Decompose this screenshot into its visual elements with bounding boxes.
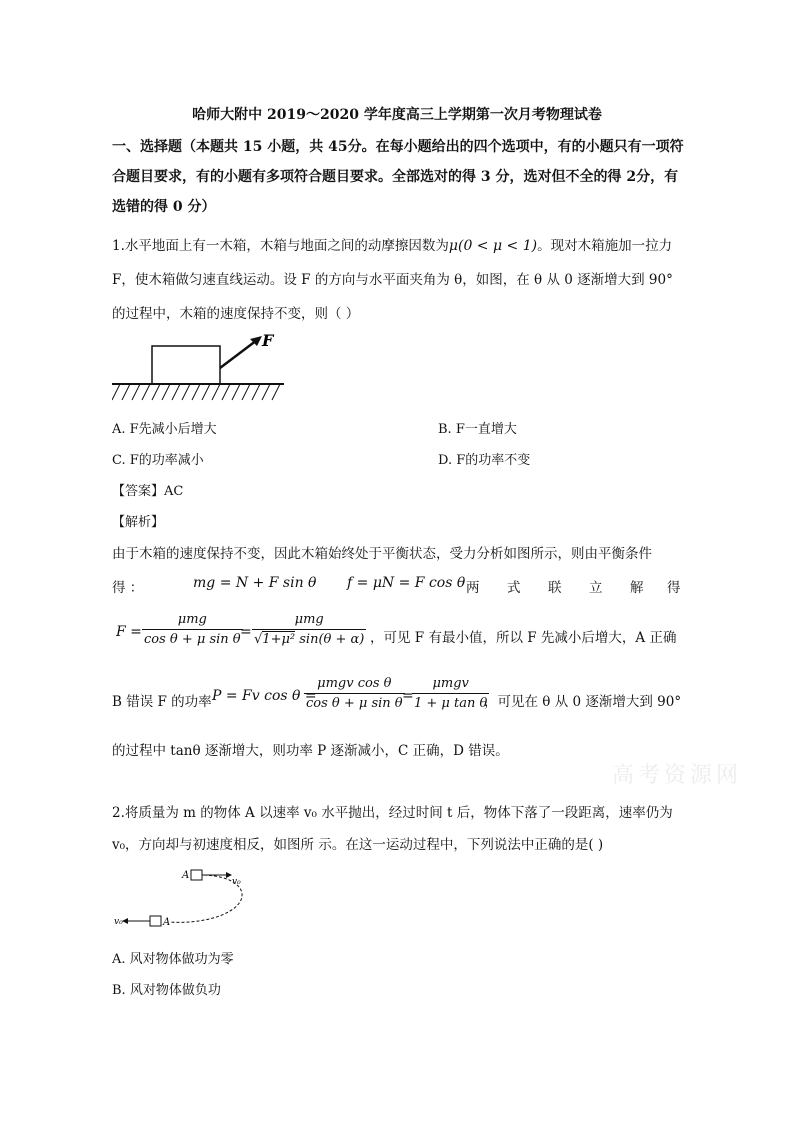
q1-analysis-de: 得 ： (112, 580, 144, 596)
q1-eq4-num2: μmgv (432, 676, 469, 691)
q1-analysis-line4-head: B 错误 F 的功率 (112, 694, 212, 710)
q1-eq4-equals: = (402, 688, 414, 704)
force-arrow (220, 340, 257, 368)
q1-line1-text: 1.水平地面上有一木箱，木箱与地面之间的动摩擦因数为 (112, 238, 449, 254)
q2-body-bottom (150, 916, 161, 926)
q1-eq1: mg = N + F sin θ (193, 575, 317, 591)
q1-option-c: C. F的功率减小 (112, 453, 204, 468)
q1-eq3-lhs: F = (116, 624, 142, 640)
section-header-line1: 一、选择题（本题共 15 小题，共 45分。在每小题给出的四个选项中，有的小题只有一项符 (112, 139, 684, 155)
q2-label-v0-top: v₀ (232, 877, 241, 887)
watermark: 高考资源网 (612, 763, 743, 788)
q1-eq3-num2: μmg (294, 612, 324, 627)
q2-body-top (191, 870, 202, 880)
q1-answer: 【答案】AC (112, 484, 184, 499)
section-header-line2: 合题目要求，有的小题有多项符合题目要求。全部选对的得 3 分，选对但不全的得 2分，有 (112, 169, 679, 185)
q1-eq3-frac2 (252, 612, 366, 647)
q1-tail-char-1: 两 (466, 580, 480, 596)
q1-analysis-line5: 的过程中 tanθ 逐渐增大，则功率 P 逐渐减小，C 正确，D 错误。 (112, 743, 509, 759)
q1-eq3-equals: = (240, 624, 252, 640)
q1-eq4-frac1 (304, 676, 405, 711)
q1-tail-char-4: 立 (589, 580, 603, 596)
q1-analysis-line4-tail: ，可见在 θ 从 0 逐渐增大到 90° (484, 694, 682, 710)
q1-option-b: B. F一直增大 (438, 422, 517, 437)
q2-label-v0-bottom: v₀ (114, 917, 123, 927)
q2-line1: 2.将质量为 m 的物体 A 以速率 v₀ 水平抛出，经过时间 t 后，物体下落了一段距离，速率仍为 (112, 805, 673, 821)
q1-tail-char-5: 解 (630, 580, 644, 596)
q2-option-b: B. 风对物体做负功 (112, 983, 221, 998)
q2-label-a-bottom: A (163, 917, 171, 928)
q1-eq3-den2: √1+μ² sin(θ + α) (252, 629, 366, 647)
q1-tail-char-2: 式 (507, 580, 521, 596)
q1-line3: 的过程中，木箱的速度保持不变，则（ ） (112, 306, 360, 322)
q1-mu-range: μ(0 < μ < 1) (448, 238, 538, 254)
q1-tail-char-3: 联 (548, 580, 562, 596)
q1-tail-char-6: 得 (667, 580, 681, 596)
q1-option-d: D. F的功率不变 (438, 453, 531, 468)
q1-line1-tail: 。现对木箱施加一拉力 (537, 238, 673, 254)
q1-eq4-frac2 (412, 676, 489, 711)
q1-eq2: f = μN = F cos θ (347, 575, 466, 591)
q2-projectile-figure (112, 862, 272, 934)
q1-eq3-sin: sin(θ + α) (299, 632, 365, 647)
q2-line2: v₀，方向却与初速度相反，如图所 示。在这一运动过程中，下列说法中正确的是( ) (112, 837, 604, 853)
q2-arrowhead-bottom (122, 918, 128, 924)
q2-label-a-top: A (182, 870, 190, 881)
q1-eq3-num1: μmg (177, 612, 207, 627)
q1-eq3-frac1 (142, 612, 243, 647)
section-header-line3: 选错的得 0 分） (112, 199, 216, 215)
q1-eq4-den1: cos θ + μ sin θ (304, 693, 405, 711)
q2-option-a: A. 风对物体做功为零 (112, 952, 234, 967)
box-shape (152, 346, 220, 384)
q1-eq3-den1: cos θ + μ sin θ (142, 629, 243, 647)
q1-eq3-root: 1+μ² (262, 632, 296, 647)
exam-title: 哈师大附中 2019～2020 学年度高三上学期第一次月考物理试卷 (192, 107, 602, 123)
force-label: F (262, 331, 274, 350)
q1-eq4-den2: 1 + μ tan θ (412, 693, 489, 711)
q1-box-figure (112, 330, 287, 405)
q1-line1 (112, 234, 672, 254)
q1-analysis-heading: 【解析】 (112, 515, 165, 530)
q1-analysis-line1: 由于木箱的速度保持不变，因此木箱始终处于平衡状态，受力分析如图所示，则由平衡条件 (112, 546, 652, 562)
ground-hatching (112, 384, 280, 400)
q1-eq4-num1: μmgv cos θ (317, 676, 392, 691)
q1-eq4-lhs: P = Fv cos θ = (212, 688, 317, 704)
q1-line2: F，使木箱做匀速直线运动。设 F 的方向与水平面夹角为 θ，如图，在 θ 从 0 逐渐增大到 90° (112, 272, 673, 288)
q1-analysis-line3-tail: ，可见 F 有最小值，所以 F 先减小后增大，A 正确 (370, 630, 677, 646)
q1-option-a: A. F先减小后增大 (112, 422, 217, 437)
